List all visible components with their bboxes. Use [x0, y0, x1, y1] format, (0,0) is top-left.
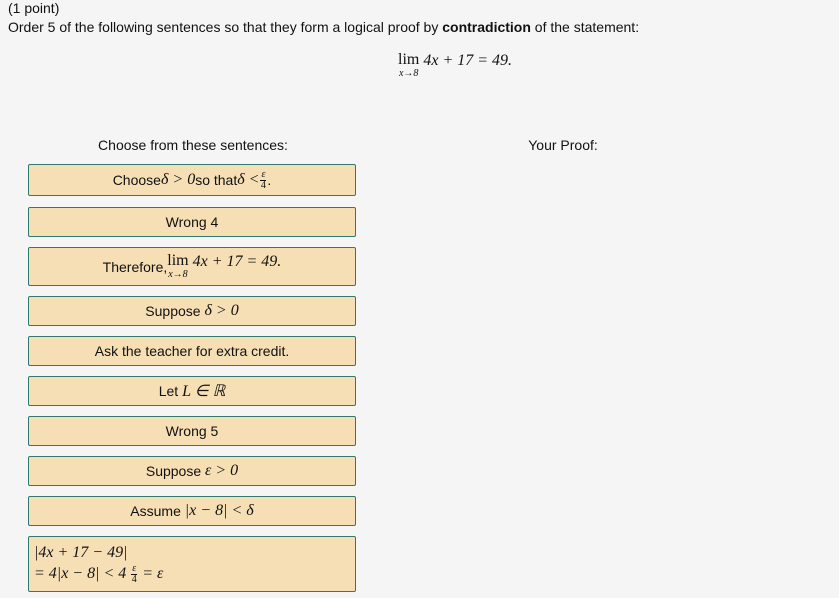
- choose-header: Choose from these sentences:: [98, 137, 288, 153]
- statement-equation: lim x→8 4x + 17 = 49.: [398, 51, 513, 79]
- sentence-card-choose-delta[interactable]: Choose δ > 0 so that δ < $\frac{\varepsilon}{4}$ .: [28, 164, 356, 196]
- sentence-card-therefore[interactable]: Therefore, lim x→8 4x + 17 = 49.: [28, 247, 356, 286]
- sentence-card-extra-credit[interactable]: Ask the teacher for extra credit.: [28, 336, 356, 366]
- instruction-text: Order 5 of the following sentences so that they form a logical proof by contradiction of the statement:: [8, 19, 640, 35]
- limit-operator: lim x→8: [167, 252, 189, 280]
- sentence-card-wrong-4[interactable]: Wrong 4: [28, 207, 356, 237]
- sentence-card-suppose-delta[interactable]: Suppose δ > 0: [28, 296, 356, 326]
- sentence-card-suppose-epsilon[interactable]: Suppose ε > 0: [28, 456, 356, 486]
- points-label: (1 point): [8, 0, 60, 16]
- sentence-card-assume[interactable]: Assume |x − 8| < δ: [28, 496, 356, 526]
- epsilon-over-4: $\frac{\varepsilon}{4}$: [260, 168, 266, 191]
- proof-header: Your Proof:: [528, 137, 598, 153]
- limit-operator: lim x→8: [398, 51, 420, 79]
- sentence-card-let-L[interactable]: Let L ∈ ℝ: [28, 376, 356, 406]
- sentence-card-inequality-chain[interactable]: |4x + 17 − 49| = 4|x − 8| < 4 $\frac{\varepsilon}{4}$ = ε: [28, 536, 356, 592]
- sentence-card-wrong-5[interactable]: Wrong 5: [28, 416, 356, 446]
- contradiction-word: contradiction: [442, 19, 531, 35]
- epsilon-over-4: $\frac{\varepsilon}{4}$: [131, 562, 137, 585]
